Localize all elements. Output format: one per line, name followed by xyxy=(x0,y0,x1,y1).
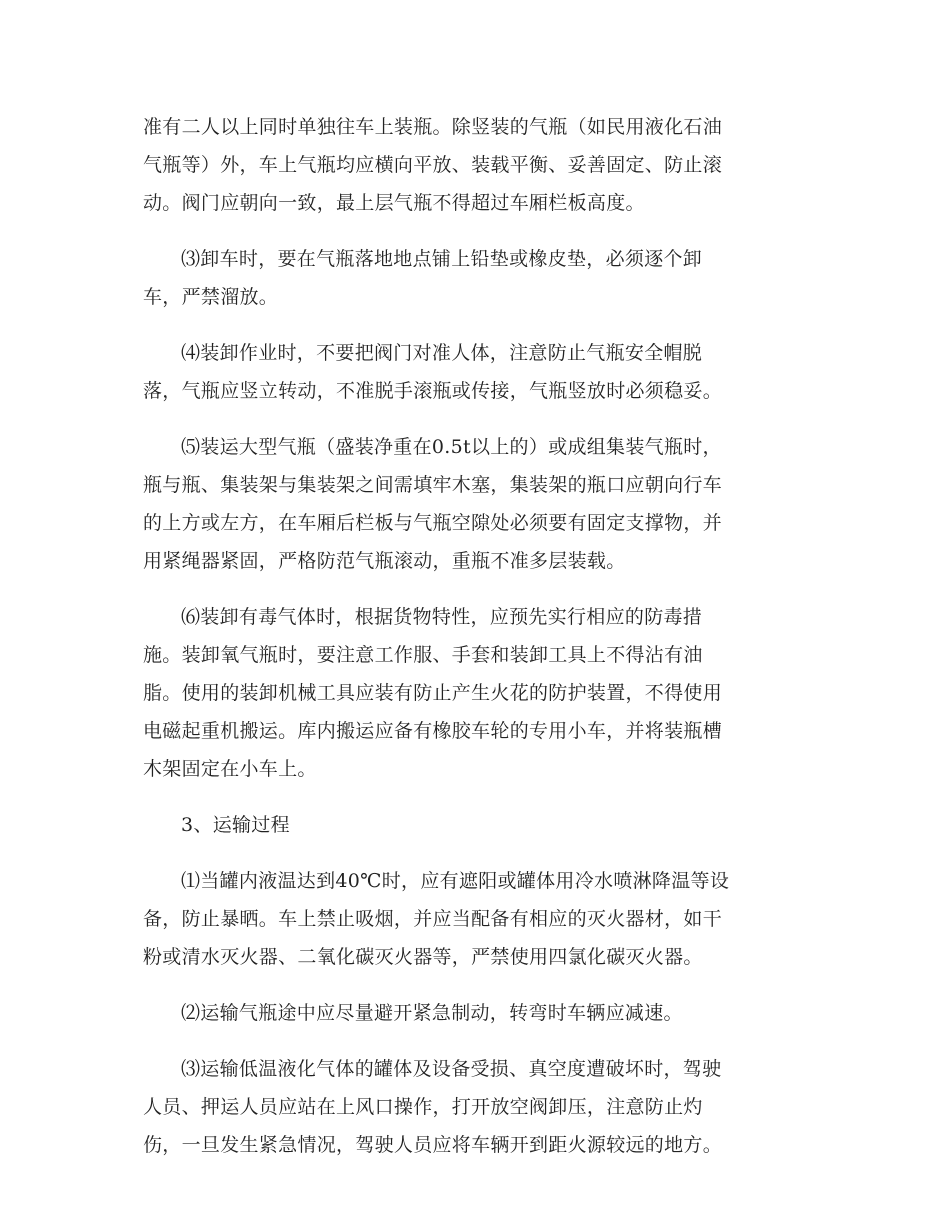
text-line: 用紧绳器紧固，严格防范气瓶滚动，重瓶不准多层装载。 xyxy=(143,550,626,572)
paragraph-item-3 xyxy=(143,240,808,316)
text-line: 车，严禁溜放。 xyxy=(143,286,279,308)
text-line: ⑵运输气瓶途中应尽量避开紧急制动，转弯时车辆应减速。 xyxy=(181,1002,683,1024)
document-body xyxy=(143,108,808,1182)
text-line: ⑴当罐内液温达到40℃时，应有遮阳或罐体用冷水喷淋降温等设 xyxy=(181,870,730,892)
text-line: 气瓶等）外，车上气瓶均应横向平放、装载平衡、妥善固定、防止滚 xyxy=(143,154,723,176)
paragraph-transport-2 xyxy=(143,994,808,1032)
paragraph-continuation xyxy=(143,108,808,222)
text-line: 瓶与瓶、集装架与集装架之间需填牢木塞，集装架的瓶口应朝向行车 xyxy=(143,474,723,496)
text-line: ⑹装卸有毒气体时，根据货物特性，应预先实行相应的防毒措 xyxy=(181,606,703,628)
paragraph-item-4 xyxy=(143,334,808,410)
text-line: 3、运输过程 xyxy=(181,814,290,836)
text-line: 伤，一旦发生紧急情况，驾驶人员应将车辆开到距火源较远的地方。 xyxy=(143,1134,723,1156)
text-line: 电磁起重机搬运。库内搬运应备有橡胶车轮的专用小车，并将装瓶槽 xyxy=(143,720,723,742)
paragraph-item-6 xyxy=(143,598,808,788)
paragraph-transport-3 xyxy=(143,1050,808,1164)
text-line: 施。装卸氧气瓶时，要注意工作服、手套和装卸工具上不得沾有油 xyxy=(143,644,703,666)
paragraph-item-5 xyxy=(143,428,808,580)
text-line: 动。阀门应朝向一致，最上层气瓶不得超过车厢栏板高度。 xyxy=(143,192,645,214)
paragraph-transport-1 xyxy=(143,862,808,976)
text-line: 脂。使用的装卸机械工具应装有防止产生火花的防护装置，不得使用 xyxy=(143,682,723,704)
text-line: 粉或清水灭火器、二氧化碳灭火器等，严禁使用四氯化碳灭火器。 xyxy=(143,946,703,968)
text-line: 准有二人以上同时单独往车上装瓶。除竖装的气瓶（如民用液化石油 xyxy=(143,116,723,138)
text-line: ⑶卸车时，要在气瓶落地地点铺上铅垫或橡皮垫，必须逐个卸 xyxy=(181,248,703,270)
text-line: 落，气瓶应竖立转动，不准脱手滚瓶或传接，气瓶竖放时必须稳妥。 xyxy=(143,380,723,402)
text-line: 人员、押运人员应站在上风口操作，打开放空阀卸压，注意防止灼 xyxy=(143,1096,703,1118)
section-heading-transport xyxy=(143,806,808,844)
text-line: 木架固定在小车上。 xyxy=(143,758,317,780)
text-line: ⑸装运大型气瓶（盛装净重在0.5t以上的）或成组集装气瓶时， xyxy=(181,436,722,458)
text-line: 的上方或左方，在车厢后栏板与气瓶空隙处必须要有固定支撑物，并 xyxy=(143,512,723,534)
text-line: 备，防止暴晒。车上禁止吸烟，并应当配备有相应的灭火器材，如干 xyxy=(143,908,723,930)
text-line: ⑷装卸作业时，不要把阀门对准人体，注意防止气瓶安全帽脱 xyxy=(181,342,703,364)
text-line: ⑶运输低温液化气体的罐体及设备受损、真空度遭破坏时，驾驶 xyxy=(181,1058,722,1080)
